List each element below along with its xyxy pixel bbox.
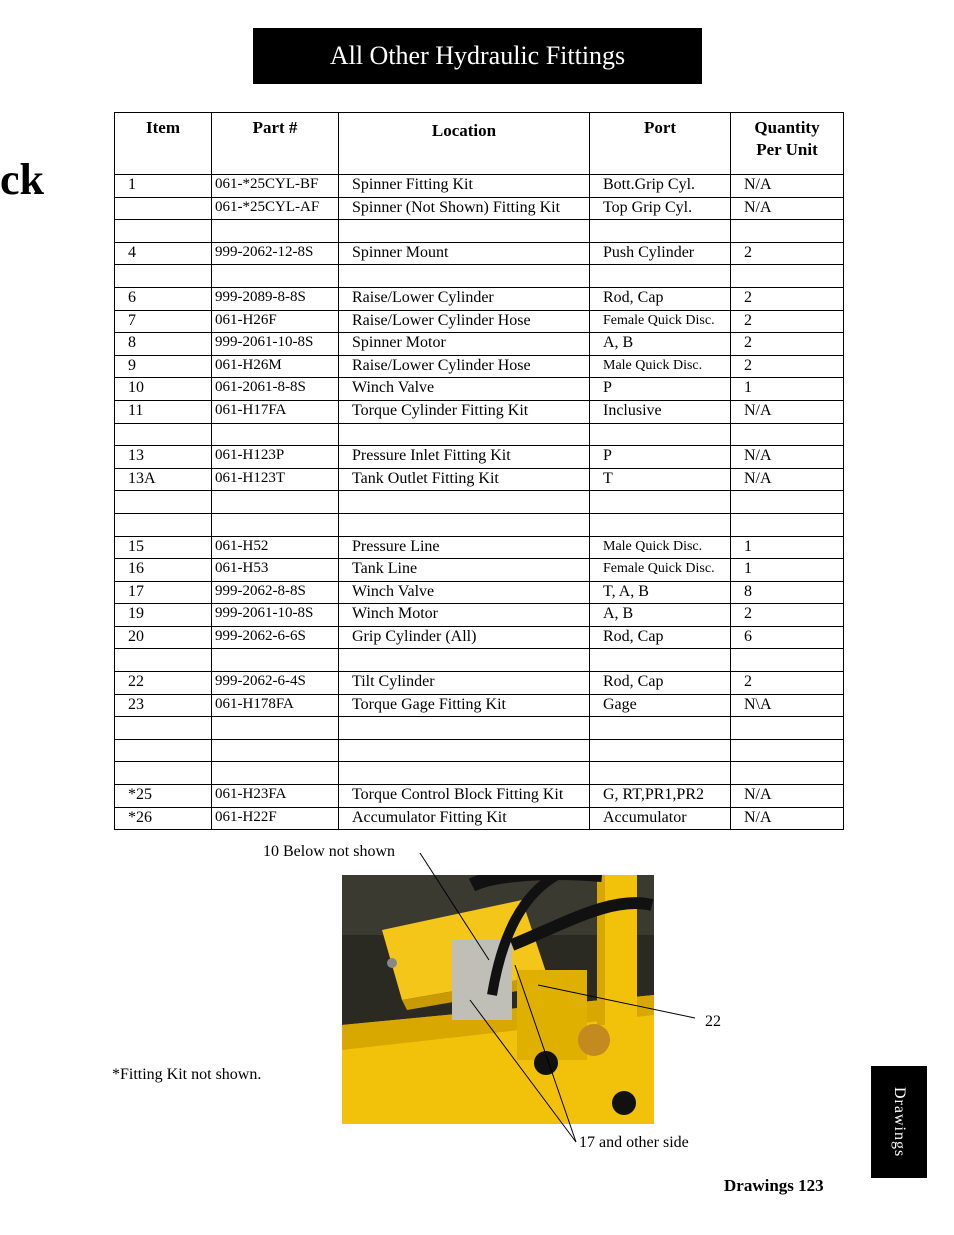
cell-item — [115, 491, 212, 514]
cell-quantity: N/A — [731, 468, 844, 491]
cell-quantity: N/A — [731, 175, 844, 198]
cell-location — [339, 762, 590, 785]
cell-quantity: 6 — [731, 626, 844, 649]
side-tab-label: Drawings — [891, 1086, 908, 1158]
caption-fitting-kit-note: *Fitting Kit not shown. — [112, 1066, 262, 1083]
cell-quantity — [731, 739, 844, 762]
cell-location: Raise/Lower Cylinder — [339, 287, 590, 310]
cell-part: 999-2061-10-8S — [212, 333, 339, 356]
fitting-nut-1 — [534, 1051, 558, 1075]
cell-port: Rod, Cap — [590, 626, 731, 649]
table-row — [115, 333, 844, 356]
fitting-nut-2 — [612, 1091, 636, 1115]
page-title — [253, 28, 702, 84]
cell-location: Torque Gage Fitting Kit — [339, 694, 590, 717]
cell-port — [590, 491, 731, 514]
tilt-cylinder-nut — [578, 1024, 610, 1056]
caption-17: 17 and other side — [579, 1134, 689, 1151]
table-row — [115, 423, 844, 446]
cell-item: 17 — [115, 581, 212, 604]
cell-item: 6 — [115, 287, 212, 310]
cell-location: Pressure Inlet Fitting Kit — [339, 446, 590, 469]
cell-quantity: N/A — [731, 807, 844, 830]
cell-item: 10 — [115, 378, 212, 401]
cell-location: Grip Cylinder (All) — [339, 626, 590, 649]
cell-quantity: 1 — [731, 536, 844, 559]
cell-port — [590, 423, 731, 446]
cell-port — [590, 739, 731, 762]
cell-item: 11 — [115, 400, 212, 423]
cell-part — [212, 491, 339, 514]
table-row — [115, 175, 844, 198]
cell-part: 061-H26M — [212, 355, 339, 378]
cell-item: *26 — [115, 807, 212, 830]
cell-port: Male Quick Disc. — [590, 536, 731, 559]
vertical-post-shade — [597, 875, 605, 1025]
cell-part: 999-2062-12-8S — [212, 242, 339, 265]
cell-part: 061-H53 — [212, 559, 339, 582]
cell-quantity — [731, 513, 844, 536]
cell-port: P — [590, 446, 731, 469]
cell-port: P — [590, 378, 731, 401]
cell-location: Spinner Fitting Kit — [339, 175, 590, 198]
header-part: Part # — [212, 113, 339, 175]
cell-location — [339, 513, 590, 536]
table-row — [115, 807, 844, 830]
cell-item: 22 — [115, 672, 212, 695]
cell-part — [212, 762, 339, 785]
cell-port: Rod, Cap — [590, 287, 731, 310]
header-port: Port — [590, 113, 731, 175]
table-row — [115, 310, 844, 333]
cell-port — [590, 265, 731, 288]
cell-location: Accumulator Fitting Kit — [339, 807, 590, 830]
table-row — [115, 762, 844, 785]
cell-item: 13A — [115, 468, 212, 491]
cell-item: *25 — [115, 785, 212, 808]
cell-quantity — [731, 423, 844, 446]
page-footer: Drawings 123 — [724, 1176, 824, 1195]
cell-item: 16 — [115, 559, 212, 582]
table-row — [115, 491, 844, 514]
caption-22: 22 — [705, 1013, 721, 1030]
table-row — [115, 242, 844, 265]
table-row — [115, 378, 844, 401]
cell-port: A, B — [590, 333, 731, 356]
table-row — [115, 355, 844, 378]
cell-part: 999-2062-6-4S — [212, 672, 339, 695]
cell-part: 999-2089-8-8S — [212, 287, 339, 310]
cell-location: Torque Control Block Fitting Kit — [339, 785, 590, 808]
cell-port: T, A, B — [590, 581, 731, 604]
cell-item: 4 — [115, 242, 212, 265]
cell-quantity: N/A — [731, 446, 844, 469]
table-row — [115, 649, 844, 672]
cell-quantity — [731, 649, 844, 672]
cell-item: 7 — [115, 310, 212, 333]
cell-location — [339, 491, 590, 514]
cell-location: Torque Cylinder Fitting Kit — [339, 400, 590, 423]
cylinder-mount — [517, 970, 587, 1060]
cell-part: 061-H22F — [212, 807, 339, 830]
cell-part: 061-H52 — [212, 536, 339, 559]
cell-part: 061-H26F — [212, 310, 339, 333]
cell-location — [339, 717, 590, 740]
cell-port — [590, 649, 731, 672]
cell-part: 999-2062-8-8S — [212, 581, 339, 604]
cell-port: Female Quick Disc. — [590, 559, 731, 582]
cell-location: Raise/Lower Cylinder Hose — [339, 355, 590, 378]
cell-location: Spinner (Not Shown) Fitting Kit — [339, 197, 590, 220]
cell-part: 061-H17FA — [212, 400, 339, 423]
cell-quantity: 2 — [731, 672, 844, 695]
cell-item: 8 — [115, 333, 212, 356]
cell-location: Winch Valve — [339, 378, 590, 401]
header-quantity-line2: Per Unit — [756, 140, 818, 159]
cell-part: 999-2062-6-6S — [212, 626, 339, 649]
table-row — [115, 400, 844, 423]
cell-port: Inclusive — [590, 400, 731, 423]
table-row — [115, 197, 844, 220]
cell-port: A, B — [590, 604, 731, 627]
cell-location — [339, 220, 590, 243]
cell-quantity: 8 — [731, 581, 844, 604]
cell-location: Spinner Motor — [339, 333, 590, 356]
table-row — [115, 694, 844, 717]
cell-port — [590, 513, 731, 536]
table-row — [115, 265, 844, 288]
cell-port: Male Quick Disc. — [590, 355, 731, 378]
table-row — [115, 581, 844, 604]
cell-port: Female Quick Disc. — [590, 310, 731, 333]
cell-item: 23 — [115, 694, 212, 717]
cell-item: 20 — [115, 626, 212, 649]
cell-part — [212, 423, 339, 446]
cell-quantity: 2 — [731, 310, 844, 333]
cell-item — [115, 762, 212, 785]
fittings-table — [114, 112, 844, 830]
cell-location: Raise/Lower Cylinder Hose — [339, 310, 590, 333]
cell-quantity: N/A — [731, 785, 844, 808]
cropped-heading-fragment: ck — [0, 155, 44, 204]
cell-item: 19 — [115, 604, 212, 627]
table-row — [115, 287, 844, 310]
cell-port: Accumulator — [590, 807, 731, 830]
cell-quantity — [731, 762, 844, 785]
cell-quantity: 2 — [731, 287, 844, 310]
cell-item — [115, 265, 212, 288]
cell-item: 1 — [115, 175, 212, 198]
table-row — [115, 559, 844, 582]
cell-part: 061-H23FA — [212, 785, 339, 808]
caption-below-not-shown: 10 Below not shown — [263, 843, 395, 860]
cell-part: 061-*25CYL-BF — [212, 175, 339, 198]
table-row — [115, 536, 844, 559]
table-body — [115, 175, 844, 830]
cell-part — [212, 649, 339, 672]
table-row — [115, 446, 844, 469]
cell-part — [212, 717, 339, 740]
cell-port: Top Grip Cyl. — [590, 197, 731, 220]
cell-quantity: N/A — [731, 197, 844, 220]
header-quantity-line1: Quantity — [754, 118, 820, 137]
cell-port — [590, 762, 731, 785]
cell-item — [115, 739, 212, 762]
cell-item — [115, 197, 212, 220]
table-header-row — [115, 113, 844, 175]
cell-part — [212, 265, 339, 288]
table-row — [115, 626, 844, 649]
cell-location: Winch Valve — [339, 581, 590, 604]
header-item: Item — [115, 113, 212, 175]
cell-port: T — [590, 468, 731, 491]
cell-quantity: 1 — [731, 378, 844, 401]
cell-quantity: N/A — [731, 400, 844, 423]
cell-item: 9 — [115, 355, 212, 378]
cell-part: 061-*25CYL-AF — [212, 197, 339, 220]
cell-part: 061-H178FA — [212, 694, 339, 717]
table-row — [115, 604, 844, 627]
cell-part — [212, 513, 339, 536]
header-location: Location — [339, 113, 590, 175]
cell-port: G, RT,PR1,PR2 — [590, 785, 731, 808]
cell-item — [115, 513, 212, 536]
cell-quantity — [731, 717, 844, 740]
cell-part: 061-2061-8-8S — [212, 378, 339, 401]
cell-item — [115, 220, 212, 243]
cell-quantity: 1 — [731, 559, 844, 582]
page-title-text: All Other Hydraulic Fittings — [329, 41, 626, 70]
cell-part — [212, 739, 339, 762]
cell-port: Bott.Grip Cyl. — [590, 175, 731, 198]
cell-part: 061-H123P — [212, 446, 339, 469]
cell-location — [339, 739, 590, 762]
cell-item: 15 — [115, 536, 212, 559]
cell-location: Tilt Cylinder — [339, 672, 590, 695]
cell-part: 061-H123T — [212, 468, 339, 491]
cell-quantity: 2 — [731, 242, 844, 265]
cell-port — [590, 220, 731, 243]
cell-location: Tank Outlet Fitting Kit — [339, 468, 590, 491]
table-row — [115, 513, 844, 536]
cell-quantity — [731, 265, 844, 288]
table-row — [115, 220, 844, 243]
cell-item: 13 — [115, 446, 212, 469]
cell-part: 999-2061-10-8S — [212, 604, 339, 627]
side-tab-drawings — [871, 1066, 927, 1178]
cell-location — [339, 649, 590, 672]
cell-location: Tank Line — [339, 559, 590, 582]
cell-item — [115, 717, 212, 740]
table-row — [115, 739, 844, 762]
cell-location — [339, 265, 590, 288]
cell-item — [115, 649, 212, 672]
cell-quantity: 2 — [731, 604, 844, 627]
cell-quantity: N\A — [731, 694, 844, 717]
cell-quantity — [731, 220, 844, 243]
cell-quantity — [731, 491, 844, 514]
cell-location — [339, 423, 590, 446]
cell-location: Pressure Line — [339, 536, 590, 559]
cell-part — [212, 220, 339, 243]
hydraulic-fittings-photo — [342, 875, 654, 1124]
table-row — [115, 672, 844, 695]
table-row — [115, 468, 844, 491]
cell-port: Gage — [590, 694, 731, 717]
cell-port: Push Cylinder — [590, 242, 731, 265]
cell-port — [590, 717, 731, 740]
cell-item — [115, 423, 212, 446]
cell-location: Winch Motor — [339, 604, 590, 627]
cell-location: Spinner Mount — [339, 242, 590, 265]
plate-bolt — [387, 958, 397, 968]
cell-port: Rod, Cap — [590, 672, 731, 695]
cell-quantity: 2 — [731, 355, 844, 378]
table-row — [115, 717, 844, 740]
cell-quantity: 2 — [731, 333, 844, 356]
table-row — [115, 785, 844, 808]
header-quantity — [731, 113, 844, 175]
